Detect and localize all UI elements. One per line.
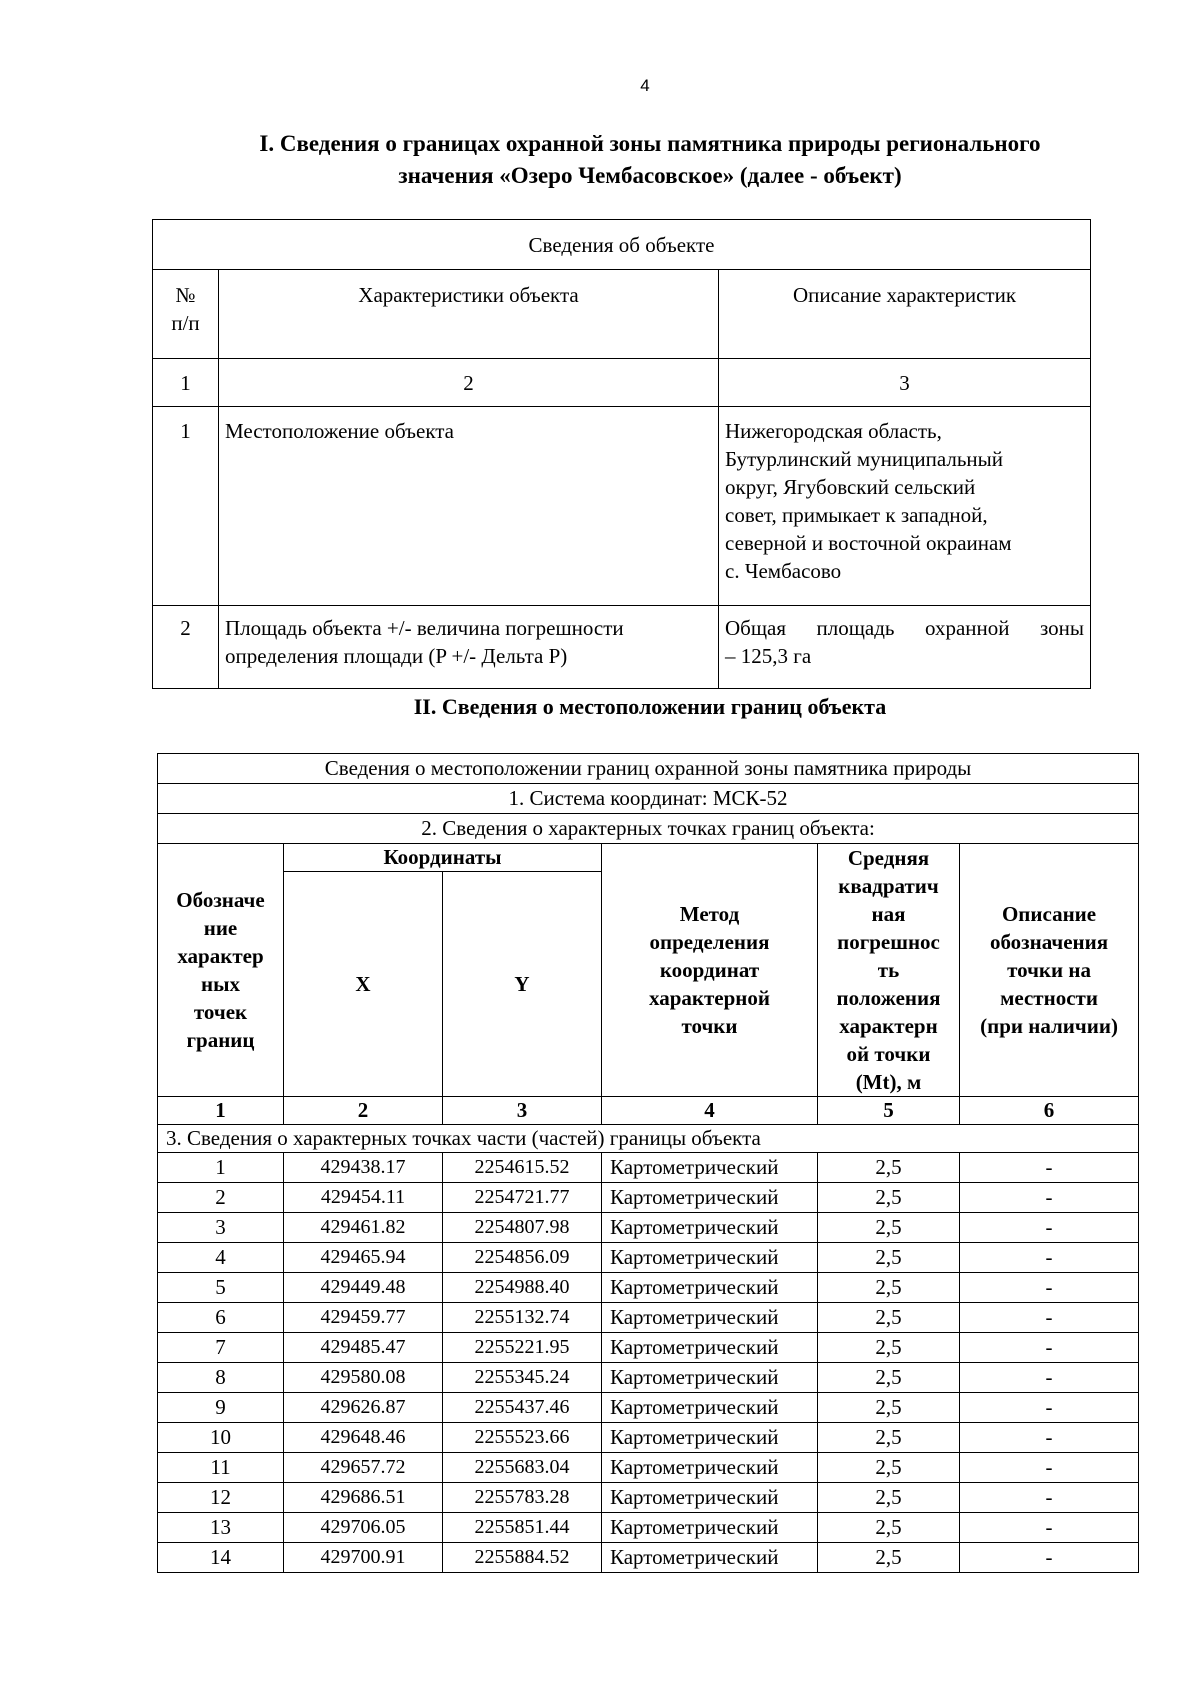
point-number: 5 bbox=[158, 1273, 284, 1303]
coord-y: 2255884.52 bbox=[443, 1543, 602, 1573]
table-row bbox=[158, 1453, 1139, 1483]
header-line: Средняя bbox=[847, 846, 930, 870]
point-number: 14 bbox=[158, 1543, 284, 1573]
point-number: 8 bbox=[158, 1363, 284, 1393]
section2-title: II. Сведения о местоположении границ объекта bbox=[413, 694, 887, 719]
col-number: 4 bbox=[602, 1097, 818, 1125]
point-description: - bbox=[960, 1513, 1139, 1543]
coord-y: 2255783.28 bbox=[443, 1483, 602, 1513]
coord-x: 429706.05 bbox=[284, 1513, 443, 1543]
coordinate-system-row: 1. Система координат: МСК-52 bbox=[158, 784, 1139, 814]
table-row bbox=[158, 1543, 1139, 1573]
header-line: координат bbox=[659, 958, 760, 982]
header-line: точки на bbox=[1007, 958, 1091, 982]
coord-x: 429459.77 bbox=[284, 1303, 443, 1333]
header-line: характер bbox=[177, 944, 264, 968]
point-rows bbox=[158, 1153, 1139, 1573]
col-header-method bbox=[602, 844, 818, 1097]
point-method: Картометрический bbox=[602, 1243, 818, 1273]
col-number: 2 bbox=[284, 1097, 443, 1125]
description-line: Нижегородская область, bbox=[725, 419, 942, 443]
coord-x: 429465.94 bbox=[284, 1243, 443, 1273]
point-error: 2,5 bbox=[818, 1243, 960, 1273]
col-header-characteristics: Характеристики объекта bbox=[219, 270, 719, 359]
point-description: - bbox=[960, 1483, 1139, 1513]
header-line: Обозначе bbox=[176, 888, 265, 912]
col-header-x: X bbox=[284, 872, 443, 1097]
header-line: характерн bbox=[839, 1014, 938, 1038]
boundary-points-caption: 2. Сведения о характерных точках границ объекта: bbox=[158, 814, 1139, 844]
characteristic-line: Площадь объекта +/- величина погрешности bbox=[225, 616, 624, 640]
point-method: Картометрический bbox=[602, 1423, 818, 1453]
section1-title bbox=[150, 128, 1150, 192]
coord-y: 2254615.52 bbox=[443, 1153, 602, 1183]
point-error: 2,5 bbox=[818, 1183, 960, 1213]
coord-x: 429700.91 bbox=[284, 1543, 443, 1573]
header-line: Описание bbox=[1001, 902, 1097, 926]
table-row bbox=[158, 1333, 1139, 1363]
col-header-designation bbox=[158, 844, 284, 1097]
table-row bbox=[158, 1363, 1139, 1393]
header-line: точки bbox=[681, 1014, 738, 1038]
row-no: 1 bbox=[153, 407, 219, 606]
characteristic-line: определения площади (P +/- Дельта P) bbox=[225, 644, 568, 668]
table-row bbox=[158, 1153, 1139, 1183]
col-number: 6 bbox=[960, 1097, 1139, 1125]
point-method: Картометрический bbox=[602, 1273, 818, 1303]
point-description: - bbox=[960, 1333, 1139, 1363]
col-header-description: Описание характеристик bbox=[719, 270, 1091, 359]
col-header-error bbox=[818, 844, 960, 1097]
coord-x: 429449.48 bbox=[284, 1273, 443, 1303]
header-line: (Mt), м bbox=[855, 1070, 922, 1094]
point-method: Картометрический bbox=[602, 1513, 818, 1543]
point-error: 2,5 bbox=[818, 1363, 960, 1393]
col-number: 2 bbox=[219, 359, 719, 407]
point-number: 11 bbox=[158, 1453, 284, 1483]
header-line: ных bbox=[201, 972, 240, 996]
point-number: 3 bbox=[158, 1213, 284, 1243]
header-line: положения bbox=[836, 986, 941, 1010]
boundary-points-table bbox=[157, 753, 1139, 1573]
col-header-no bbox=[153, 270, 219, 359]
point-method: Картометрический bbox=[602, 1483, 818, 1513]
point-method: Картометрический bbox=[602, 1543, 818, 1573]
point-error: 2,5 bbox=[818, 1483, 960, 1513]
point-description: - bbox=[960, 1453, 1139, 1483]
header-line: границ bbox=[186, 1028, 255, 1052]
point-method: Картометрический bbox=[602, 1303, 818, 1333]
object-info-table bbox=[152, 219, 1091, 689]
boundary-table-banner: Сведения о местоположении границ охранной зоны памятника природы bbox=[158, 754, 1139, 784]
col-header-point-description bbox=[960, 844, 1139, 1097]
point-number: 2 bbox=[158, 1183, 284, 1213]
coord-y: 2255683.04 bbox=[443, 1453, 602, 1483]
point-description: - bbox=[960, 1243, 1139, 1273]
description-line: с. Чембасово bbox=[725, 559, 842, 583]
col-header-no-line2: п/п bbox=[171, 311, 200, 335]
coord-x: 429454.11 bbox=[284, 1183, 443, 1213]
coord-y: 2254988.40 bbox=[443, 1273, 602, 1303]
col-number: 5 bbox=[818, 1097, 960, 1125]
point-method: Картометрический bbox=[602, 1153, 818, 1183]
col-number: 3 bbox=[443, 1097, 602, 1125]
header-line: погрешнос bbox=[837, 930, 940, 954]
point-number: 6 bbox=[158, 1303, 284, 1333]
table-row bbox=[158, 1423, 1139, 1453]
point-number: 9 bbox=[158, 1393, 284, 1423]
point-error: 2,5 bbox=[818, 1333, 960, 1363]
col-header-coordinates: Координаты bbox=[284, 844, 602, 872]
table-row bbox=[158, 1303, 1139, 1333]
coord-x: 429648.46 bbox=[284, 1423, 443, 1453]
coord-y: 2255523.66 bbox=[443, 1423, 602, 1453]
table-row bbox=[158, 1393, 1139, 1423]
col-header-y: Y bbox=[443, 872, 602, 1097]
coord-y: 2254807.98 bbox=[443, 1213, 602, 1243]
object-info-caption: Сведения об объекте bbox=[153, 220, 1091, 270]
point-method: Картометрический bbox=[602, 1183, 818, 1213]
coord-y: 2255851.44 bbox=[443, 1513, 602, 1543]
header-line: обозначения bbox=[989, 930, 1109, 954]
coord-x: 429438.17 bbox=[284, 1153, 443, 1183]
description-line: округ, Ягубовский сельский bbox=[725, 475, 976, 499]
point-error: 2,5 bbox=[818, 1543, 960, 1573]
header-line: ние bbox=[203, 916, 238, 940]
point-number: 12 bbox=[158, 1483, 284, 1513]
point-error: 2,5 bbox=[818, 1273, 960, 1303]
table-row bbox=[158, 1513, 1139, 1543]
table-row bbox=[158, 1273, 1139, 1303]
point-description: - bbox=[960, 1273, 1139, 1303]
point-error: 2,5 bbox=[818, 1303, 960, 1333]
description-line: северной и восточной окраинам bbox=[725, 531, 1012, 555]
point-method: Картометрический bbox=[602, 1453, 818, 1483]
row-no: 2 bbox=[153, 606, 219, 689]
header-line: определения bbox=[649, 930, 770, 954]
header-line: (при наличии) bbox=[980, 1014, 1118, 1038]
header-line: ть bbox=[877, 958, 900, 982]
coord-x: 429657.72 bbox=[284, 1453, 443, 1483]
point-error: 2,5 bbox=[818, 1213, 960, 1243]
coord-y: 2255221.95 bbox=[443, 1333, 602, 1363]
point-description: - bbox=[960, 1363, 1139, 1393]
section1-title-line1: I. Сведения о границах охранной зоны памятника природы регионального bbox=[259, 131, 1041, 156]
coord-x: 429686.51 bbox=[284, 1483, 443, 1513]
point-description: - bbox=[960, 1213, 1139, 1243]
point-error: 2,5 bbox=[818, 1153, 960, 1183]
point-error: 2,5 bbox=[818, 1423, 960, 1453]
point-number: 1 bbox=[158, 1153, 284, 1183]
point-method: Картометрический bbox=[602, 1333, 818, 1363]
coord-x: 429580.08 bbox=[284, 1363, 443, 1393]
table-row bbox=[158, 1243, 1139, 1273]
header-line: ная bbox=[871, 902, 906, 926]
point-description: - bbox=[960, 1423, 1139, 1453]
point-description: - bbox=[960, 1183, 1139, 1213]
point-number: 4 bbox=[158, 1243, 284, 1273]
point-method: Картометрический bbox=[602, 1213, 818, 1243]
coord-x: 429626.87 bbox=[284, 1393, 443, 1423]
coord-x: 429485.47 bbox=[284, 1333, 443, 1363]
row-description bbox=[719, 606, 1091, 689]
header-line: ой точки bbox=[846, 1042, 931, 1066]
header-line: точек bbox=[193, 1000, 248, 1024]
table-row bbox=[153, 606, 1091, 689]
description-line: совет, примыкает к западной, bbox=[725, 503, 988, 527]
page-number: 4 bbox=[640, 76, 650, 95]
point-error: 2,5 bbox=[818, 1393, 960, 1423]
coord-y: 2255132.74 bbox=[443, 1303, 602, 1333]
point-method: Картометрический bbox=[602, 1363, 818, 1393]
coord-y: 2254721.77 bbox=[443, 1183, 602, 1213]
coord-y: 2255437.46 bbox=[443, 1393, 602, 1423]
table-row bbox=[158, 1183, 1139, 1213]
section1-title-line2: значения «Озеро Чембасовское» (далее - объект) bbox=[398, 163, 902, 188]
coord-y: 2255345.24 bbox=[443, 1363, 602, 1393]
point-number: 7 bbox=[158, 1333, 284, 1363]
point-number: 10 bbox=[158, 1423, 284, 1453]
table-row bbox=[158, 1213, 1139, 1243]
row-characteristic bbox=[219, 606, 719, 689]
point-error: 2,5 bbox=[818, 1513, 960, 1543]
point-description: - bbox=[960, 1393, 1139, 1423]
row-description bbox=[719, 407, 1091, 606]
col-number: 1 bbox=[158, 1097, 284, 1125]
header-line: характерной bbox=[648, 986, 771, 1010]
coord-y: 2254856.09 bbox=[443, 1243, 602, 1273]
point-error: 2,5 bbox=[818, 1453, 960, 1483]
table-row bbox=[153, 407, 1091, 606]
col-number: 3 bbox=[719, 359, 1091, 407]
point-description: - bbox=[960, 1153, 1139, 1183]
row-characteristic: Местоположение объекта bbox=[219, 407, 719, 606]
header-line: квадратич bbox=[838, 874, 939, 898]
description-line: Общая площадь охранной зоны bbox=[725, 616, 1084, 640]
table-row bbox=[158, 1483, 1139, 1513]
point-description: - bbox=[960, 1303, 1139, 1333]
description-line: Бутурлинский муниципальный bbox=[725, 447, 1003, 471]
col-header-no-line1: № bbox=[175, 283, 196, 307]
description-line: – 125,3 га bbox=[725, 644, 812, 668]
part-points-caption: 3. Сведения о характерных точках части (частей) границы объекта bbox=[158, 1125, 1139, 1153]
coord-x: 429461.82 bbox=[284, 1213, 443, 1243]
point-number: 13 bbox=[158, 1513, 284, 1543]
header-line: местности bbox=[1000, 986, 1098, 1010]
header-line: Метод bbox=[679, 902, 740, 926]
col-number: 1 bbox=[153, 359, 219, 407]
point-method: Картометрический bbox=[602, 1393, 818, 1423]
point-description: - bbox=[960, 1543, 1139, 1573]
